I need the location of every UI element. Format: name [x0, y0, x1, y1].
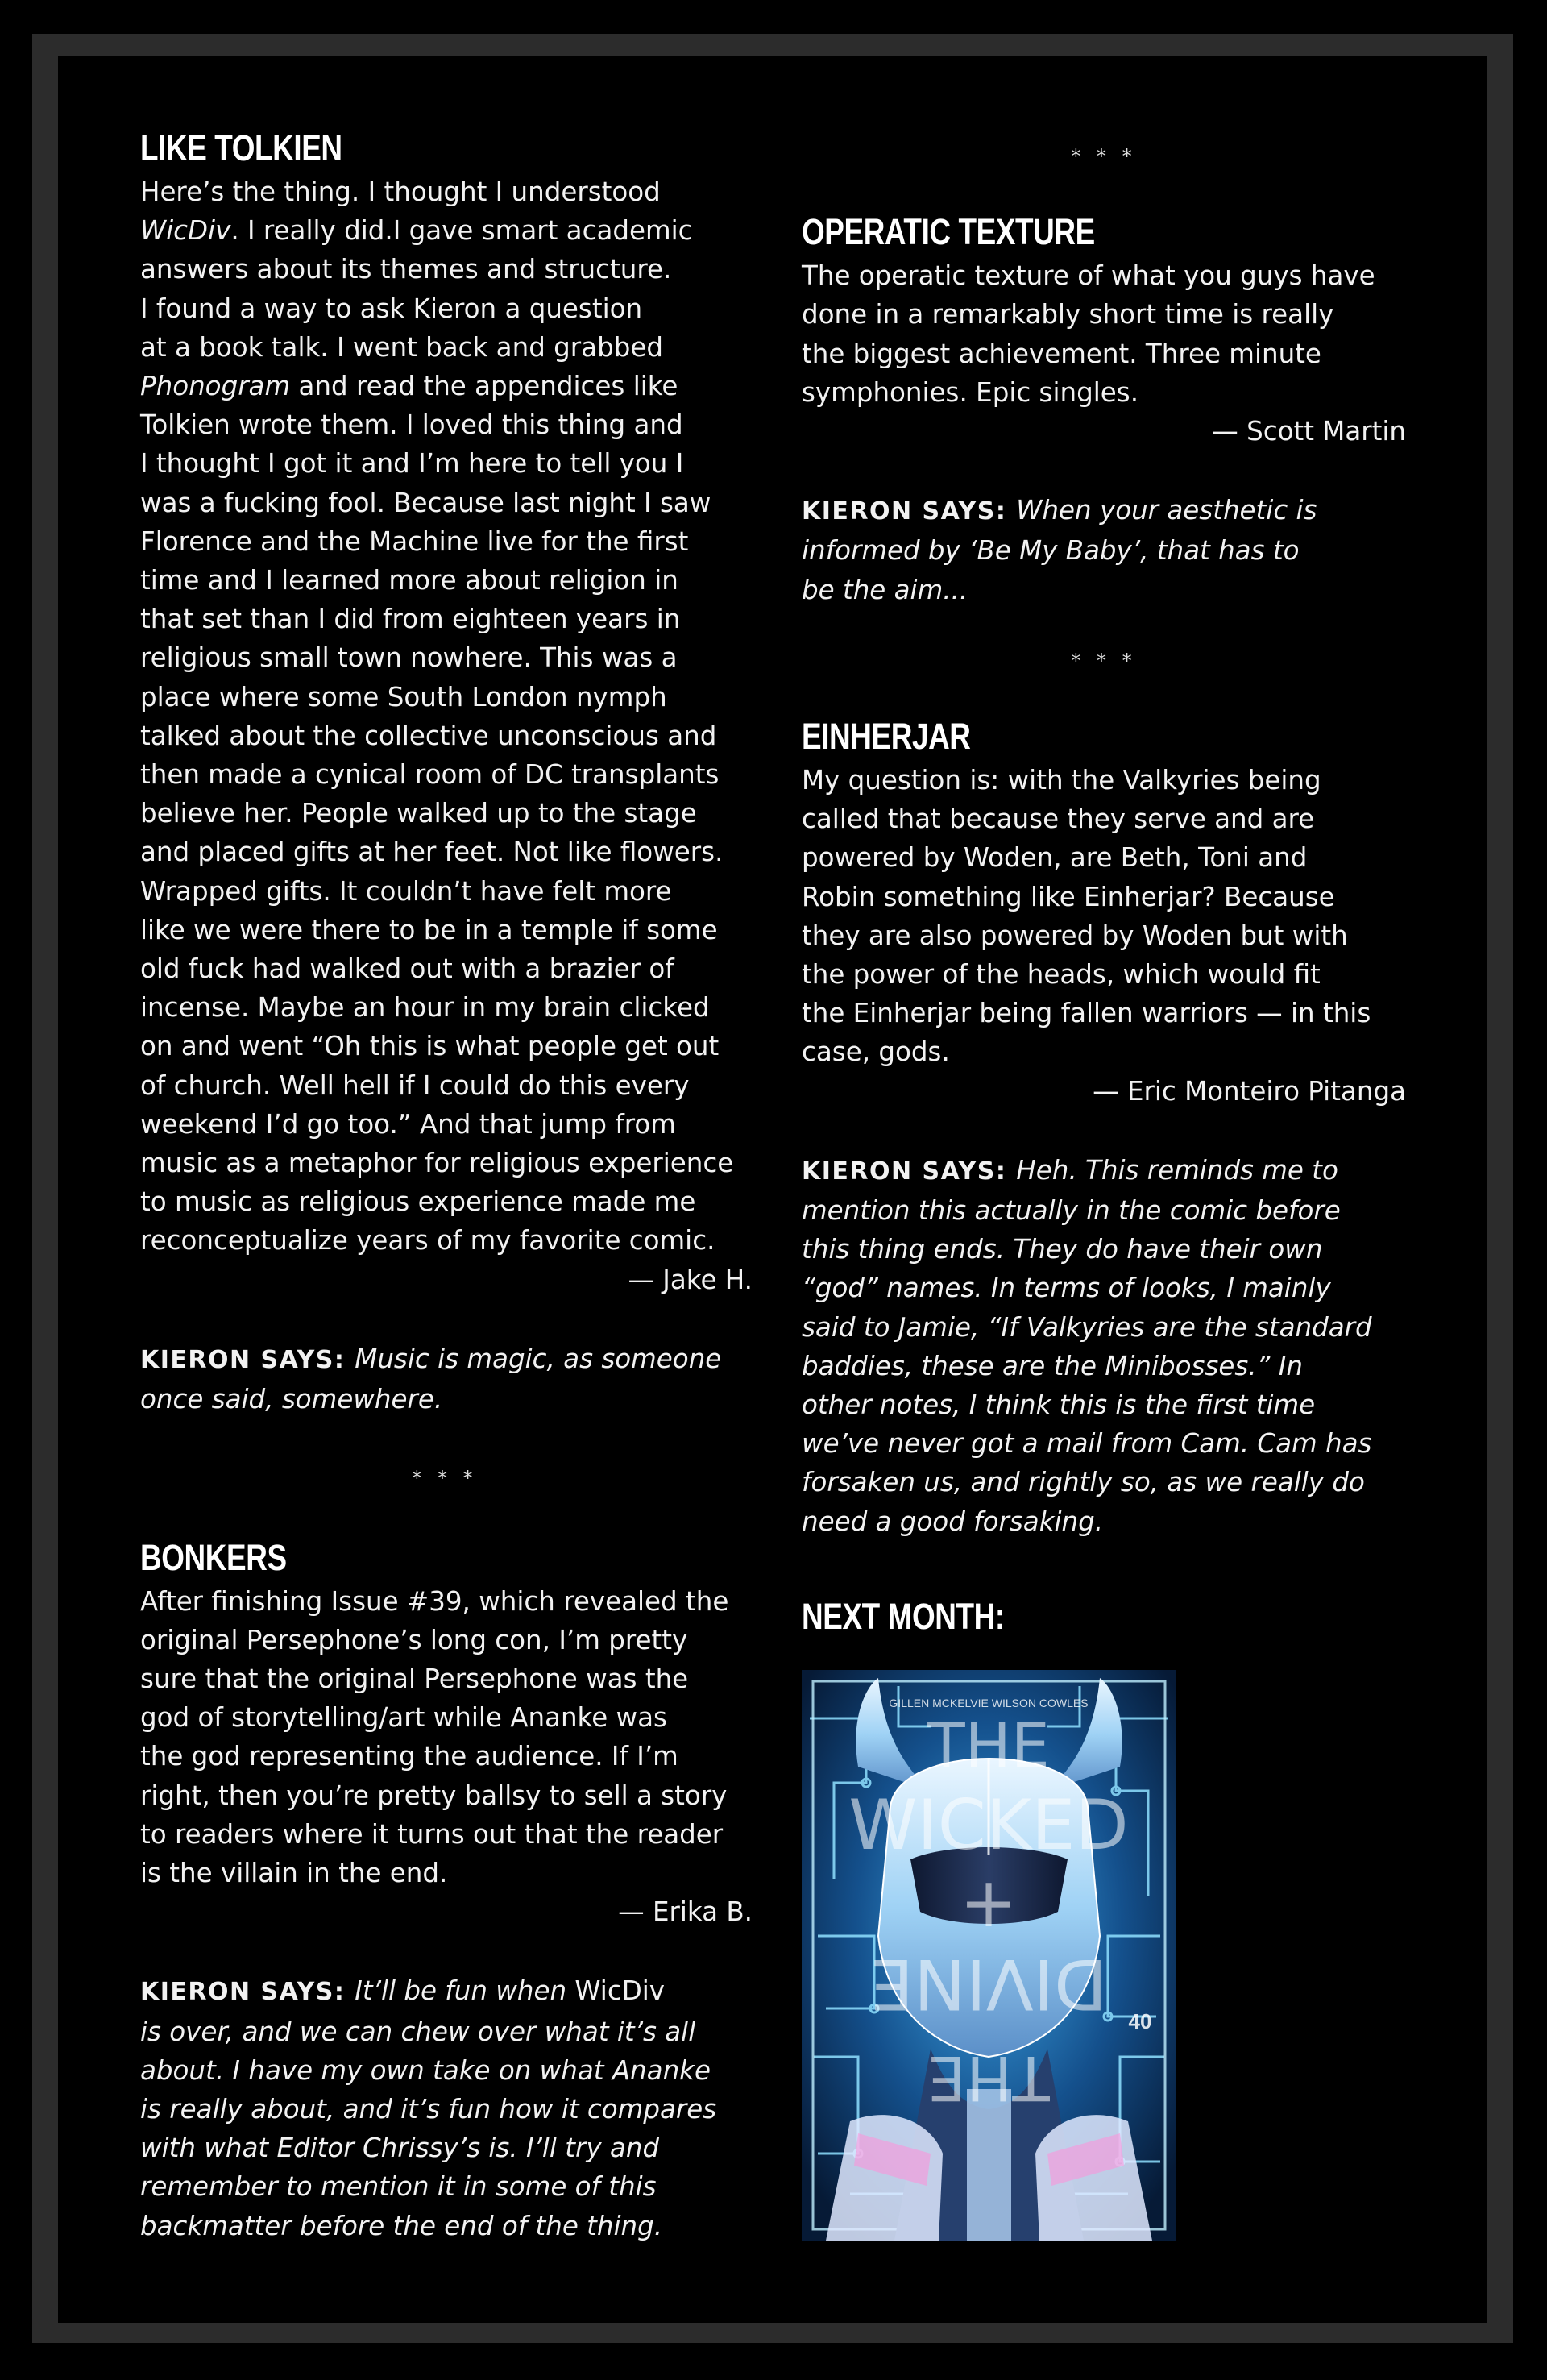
letter-signature: — Erika B. — [618, 1896, 753, 1928]
section-separator: * * * — [1071, 649, 1137, 672]
letter-heading-bonkers: BONKERS — [140, 1536, 287, 1578]
letter-signature: — Eric Monteiro Pitanga — [1093, 1075, 1406, 1107]
cover-title-divine: DIVINE — [869, 1943, 1108, 2024]
letter-body-like-tolkien: Here’s the thing. I thought I understood WicDiv. I really did.I gave smart academic answers about its themes and structure. I found a way to ask Kieron a question at a book talk. I went back and grabbed Phonogram and read the appendices like Tolkien wrote them. I loved this thing and I thought I got it and I’m here to tell you I was a fucking fool. Because last night I saw Florence and the Machine live for the first time and I learned more about religion in that set than I did from eighteen years in religious small town nowhere. This was a place where some South London nymph talked about the collective unconscious and then made a cynical room of DC transplants believe her. People walked up to the stage and placed gifts at her feet. Not like flowers. Wrapped gifts. It couldn’t have felt more like we were there to be in a temple if some old fuck had walked out with a brazier of incense. Maybe an hour in my brain clicked on and went “Oh this is what people get out of church. Well hell if I could do this every weekend I’d go too.” And that jump from music as a metaphor for religious experience to music as religious experience made me reconceptualize years of my favorite comic. — [140, 177, 734, 1256]
section-separator: * * * — [1071, 145, 1137, 168]
kieron-reply-text: It’ll be fun when WicDiv is over, and we can chew over what it’s all about. I have my own take on what Ananke is really about, and it’s fun how it compares with what Editor Chrissy’s is. I’ll try and remember to mention it in some of this backmatter before the end of the thing. — [140, 1975, 717, 2241]
letter-signature: — Scott Martin — [1212, 416, 1406, 447]
kieron-says-label: KIERON SAYS: — [802, 1157, 1017, 1186]
next-month-heading: NEXT MONTH: — [802, 1595, 1005, 1637]
kieron-says-label: KIERON SAYS: — [802, 497, 1017, 526]
right-column — [802, 137, 1406, 1636]
kieron-reply-4 — [802, 1151, 1406, 1541]
kieron-says-label: KIERON SAYS: — [140, 1345, 355, 1374]
kieron-reply-text: Music is magic, as someone once said, somewhere. — [140, 1343, 722, 1415]
cover-issue-number: 40 — [1128, 2009, 1152, 2033]
letter-body-operatic-texture: The operatic texture of what you guys have done in a remarkably short time is really the biggest achievement. Three minute symphonies. Epic singles. — [802, 260, 1375, 408]
cover-title-the: THE — [927, 1709, 1050, 1781]
kieron-reply-2 — [140, 1971, 749, 2245]
letter-body-bonkers: After finishing Issue #39, which revealed the original Persephone’s long con, I’m pretty sure that the original Persephone was the god of storytelling/art while Ananke was the god representing the audience. If I’m right, then you’re pretty ballsy to sell a story to readers where it turns out that the reader is the villain in the end. — [140, 1585, 729, 1888]
letter-heading-operatic-texture: OPERATIC TEXTURE — [802, 211, 1095, 253]
left-column — [140, 127, 753, 2245]
cover-title-the-inverted: THE — [927, 2042, 1050, 2114]
letter-heading-like-tolkien: LIKE TOLKIEN — [140, 127, 342, 168]
next-issue-cover — [802, 1670, 1176, 2241]
kieron-reply-text: When your aesthetic is informed by ‘Be My Baby’, that has to be the aim... — [802, 495, 1317, 605]
letter-signature: — Jake H. — [628, 1264, 753, 1295]
cover-art — [802, 1670, 1176, 2241]
kieron-reply-3 — [802, 491, 1406, 609]
kieron-reply-1 — [140, 1340, 749, 1418]
letter-body-einherjar: My question is: with the Valkyries being called that because they serve and are powered by Woden, are Beth, Toni and Robin something like Einherjar? Because they are also powered by Woden but with the power of the heads, which would fit the Einherjar being fallen warriors — in this case, gods. — [802, 765, 1371, 1068]
cover-title-wicked: WICKED — [848, 1785, 1129, 1866]
kieron-says-label: KIERON SAYS: — [140, 1978, 355, 2007]
letter-heading-einherjar: EINHERJAR — [802, 716, 971, 758]
kieron-reply-text: Heh. This reminds me to mention this actually in the comic before this thing ends. They do have their own “god” names. In terms of looks, I mainly said to Jamie, “If Valkyries are the standard baddies, these are the Minibosses.” In other notes, I think this is the first time we’ve never got a mail from Cam. Cam has forsaken us, and rightly so, as we really do need a good forsaking. — [802, 1154, 1372, 1537]
section-separator: * * * — [412, 1467, 478, 1490]
cover-title-plus: + — [959, 1863, 1018, 1943]
cover-credits: GILLEN MCKELVIE WILSON COWLES — [889, 1697, 1089, 1709]
